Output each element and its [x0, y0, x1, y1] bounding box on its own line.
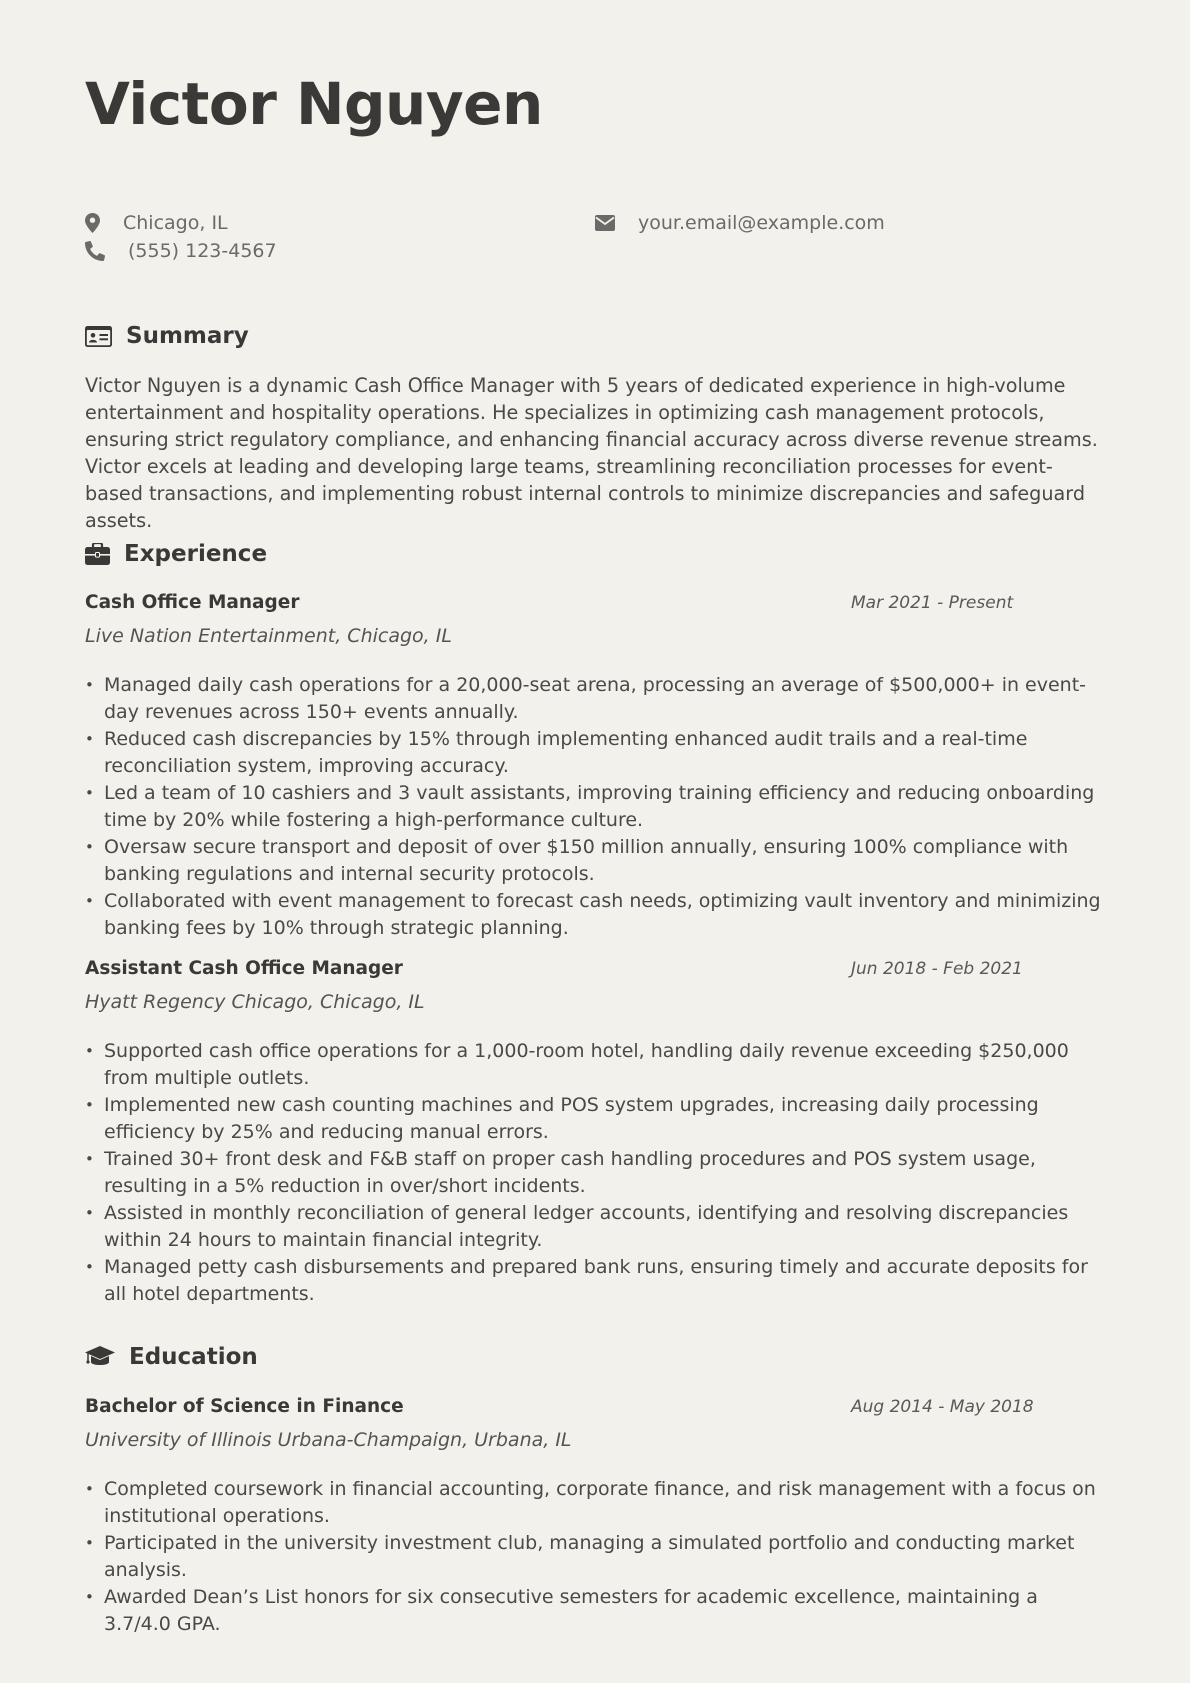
list-item: • Oversaw secure transport and deposit of over $150 million annually, ensuring 100% compliance with banking regulations and internal security protocols. — [85, 834, 1107, 888]
experience-heading-text: Experience — [124, 541, 268, 567]
briefcase-icon — [85, 543, 110, 565]
job-dates: Mar 2021 - Present — [851, 593, 1014, 613]
education-dates: Aug 2014 - May 2018 — [851, 1397, 1034, 1417]
id-card-icon — [85, 326, 112, 347]
list-item: • Completed coursework in financial accounting, corporate finance, and risk management with a focus on institutional operations. — [85, 1476, 1107, 1530]
summary-text: Victor Nguyen is a dynamic Cash Office Manager with 5 years of dedicated experience in high-volume entertainment and hospitality operations. He specializes in optimizing cash management protocols, ensuring strict regulatory compliance, and enhancing financial accuracy across diverse revenue streams. Victor excels at leading and developing large teams, streamlining reconciliation processes for event-based transactions, and implementing robust internal controls to minimize discrepancies and safeguard assets. — [85, 374, 1098, 532]
list-item: • Led a team of 10 cashiers and 3 vault assistants, improving training efficiency and reducing onboarding time by 20% while fostering a high-performance culture. — [85, 780, 1107, 834]
contact-phone — [85, 240, 277, 262]
email-text: your.email@example.com — [638, 212, 885, 234]
list-item: • Supported cash office operations for a 1,000-room hotel, handling daily revenue exceeding $250,000 from multiple outlets. — [85, 1038, 1107, 1092]
list-item: • Awarded Dean’s List honors for six consecutive semesters for academic excellence, maintaining a 3.7/4.0 GPA. — [85, 1584, 1107, 1638]
map-pin-icon — [85, 213, 100, 233]
list-item: • Managed petty cash disbursements and prepared bank runs, ensuring timely and accurate deposits for all hotel departments. — [85, 1254, 1107, 1308]
candidate-name: Victor Nguyen — [85, 70, 543, 138]
graduation-cap-icon — [85, 1346, 115, 1368]
list-item: • Trained 30+ front desk and F&B staff on proper cash handling procedures and POS system usage, resulting in a 5% reduction in over/short incidents. — [85, 1146, 1107, 1200]
job-employer: Live Nation Entertainment, Chicago, IL — [85, 625, 452, 647]
education-heading-text: Education — [129, 1344, 258, 1370]
list-item: • Participated in the university investment club, managing a simulated portfolio and conducting market analysis. — [85, 1530, 1107, 1584]
job-bullet-list — [85, 672, 1107, 942]
education-heading — [85, 1344, 258, 1370]
job-title: Assistant Cash Office Manager — [85, 958, 403, 979]
contact-location — [85, 212, 228, 234]
school-name: University of Illinois Urbana-Champaign, Urbana, IL — [85, 1429, 572, 1451]
job-employer: Hyatt Regency Chicago, Chicago, IL — [85, 991, 425, 1013]
list-item: • Assisted in monthly reconciliation of general ledger accounts, identifying and resolving discrepancies within 24 hours to maintain financial integrity. — [85, 1200, 1107, 1254]
education-bullet-list — [85, 1476, 1107, 1638]
experience-heading — [85, 541, 267, 567]
list-item: • Managed daily cash operations for a 20,000-seat arena, processing an average of $500,000+ in event-day revenues across 150+ events annually. — [85, 672, 1107, 726]
phone-text: (555) 123-4567 — [128, 240, 277, 262]
job-title: Cash Office Manager — [85, 592, 300, 613]
list-item: • Collaborated with event management to forecast cash needs, optimizing vault inventory and minimizing banking fees by 10% through strategic planning. — [85, 888, 1107, 942]
degree-title: Bachelor of Science in Finance — [85, 1396, 404, 1417]
list-item: • Reduced cash discrepancies by 15% through implementing enhanced audit trails and a real-time reconciliation system, improving accuracy. — [85, 726, 1107, 780]
location-text: Chicago, IL — [123, 212, 228, 234]
phone-icon — [85, 241, 105, 261]
summary-heading-text: Summary — [126, 323, 249, 349]
summary-heading — [85, 323, 249, 349]
job-dates: Jun 2018 - Feb 2021 — [851, 959, 1023, 979]
contact-email — [595, 212, 885, 234]
envelope-icon — [595, 215, 615, 231]
job-bullet-list — [85, 1038, 1107, 1308]
list-item: • Implemented new cash counting machines and POS system upgrades, increasing daily processing efficiency by 25% and reducing manual errors. — [85, 1092, 1107, 1146]
